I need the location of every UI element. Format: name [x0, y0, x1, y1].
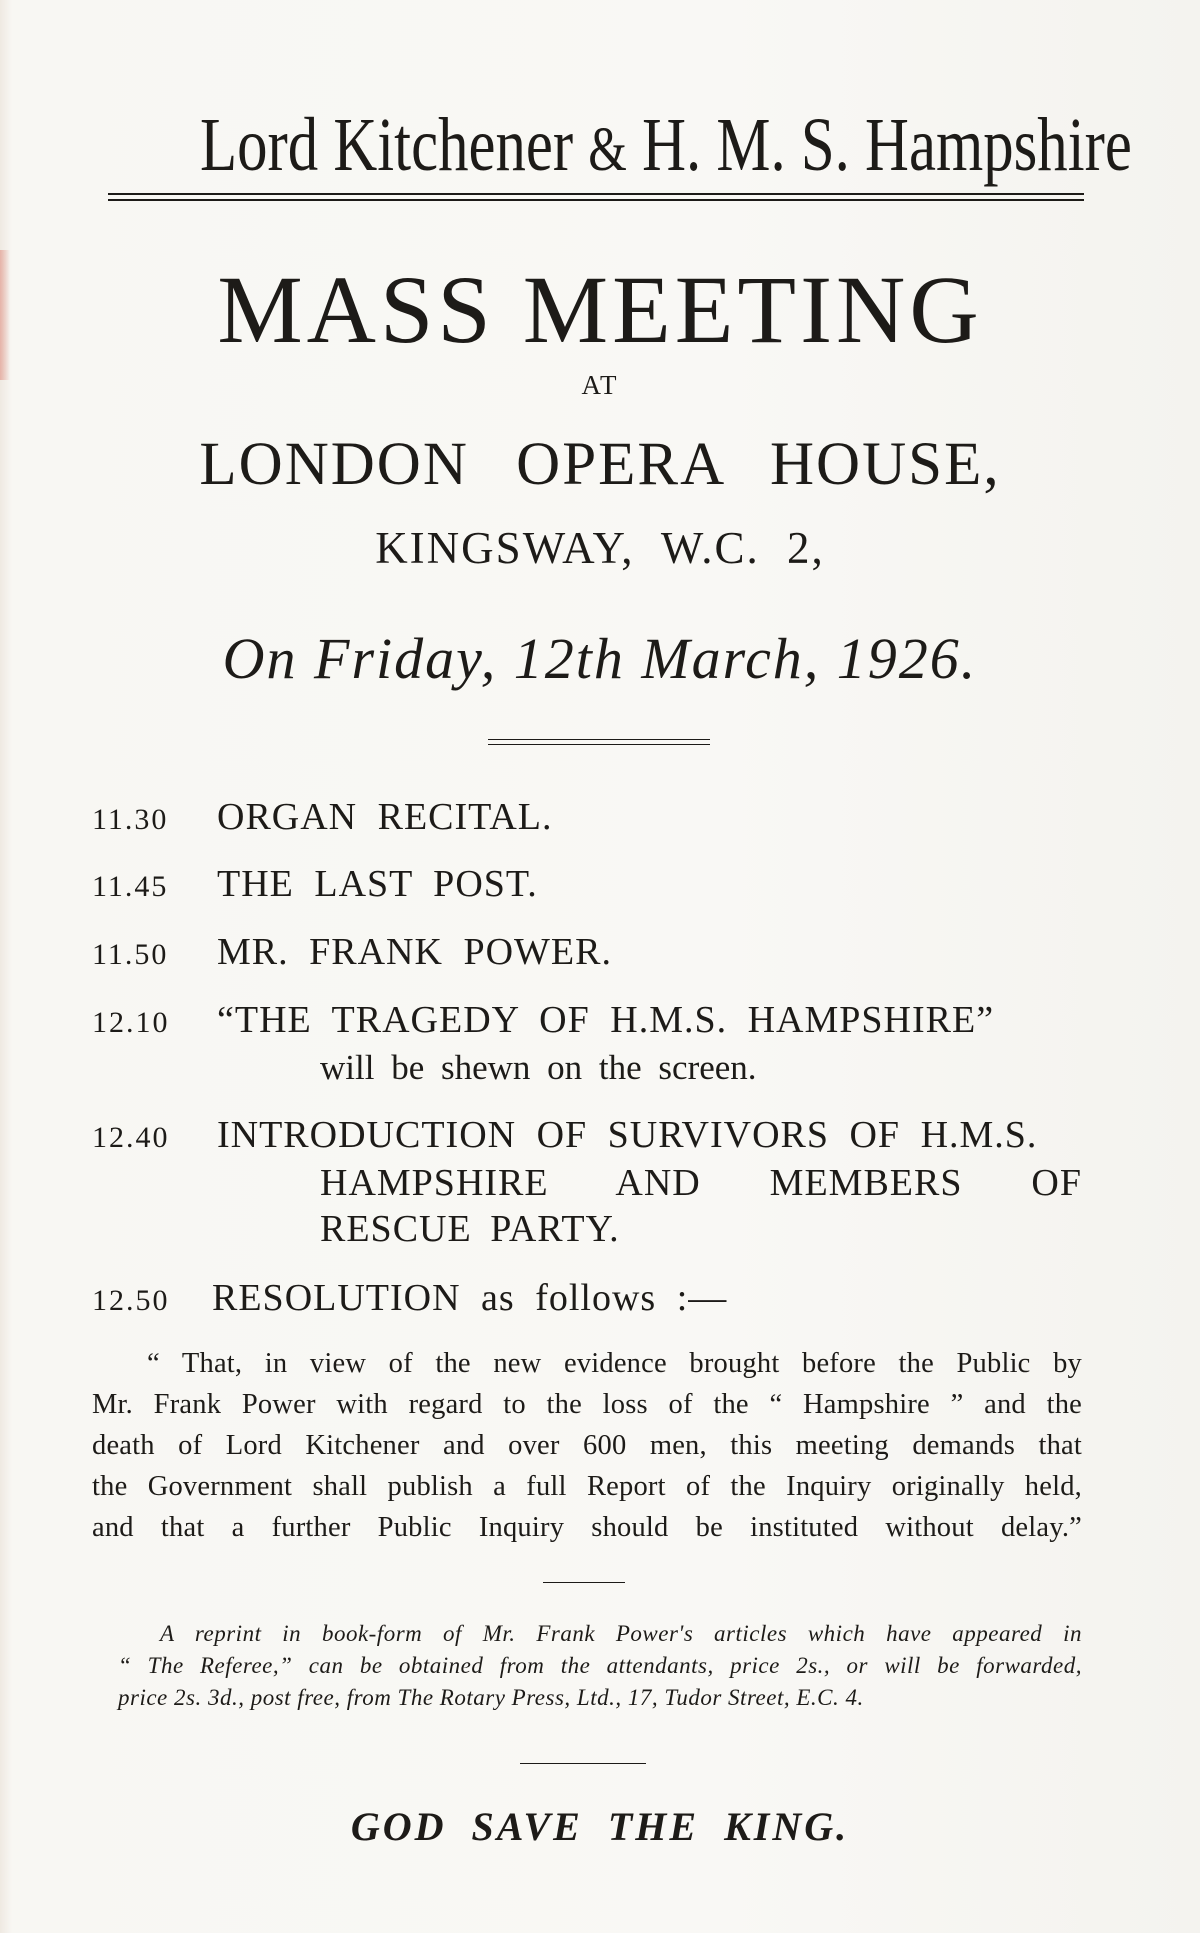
- programme-text: MR. FRANK POWER.: [217, 931, 612, 973]
- header-double-rule: [108, 193, 1084, 201]
- programme-time: 11.30: [92, 803, 169, 836]
- divider-double-short: [488, 739, 710, 745]
- closing-line: GOD SAVE THE KING.: [350, 1804, 850, 1849]
- programme-time: 12.50: [92, 1284, 170, 1317]
- programme-text: INTRODUCTION OF SURVIVORS OF H.M.S.: [217, 1114, 1038, 1156]
- divider-short: [543, 1582, 625, 1583]
- venue-street: KINGSWAY, W.C. 2,: [375, 523, 825, 573]
- header-title: [200, 100, 1132, 195]
- reprint-line: “ The Referee,” can be obtained from the attendants, price 2s., or will be forwarded,: [118, 1653, 1082, 1678]
- resolution-text: [92, 1343, 1082, 1548]
- venue-name: LONDON OPERA HOUSE,: [199, 431, 1001, 498]
- programme-text: ORGAN RECITAL.: [217, 796, 553, 838]
- programme-text: THE LAST POST.: [217, 863, 538, 905]
- programme-text: RESOLUTION as follows :—: [212, 1277, 728, 1319]
- header-part1: Lord Kitchener: [200, 103, 574, 187]
- divider-short: [520, 1763, 646, 1764]
- resolution-line: death of Lord Kitchener and over 600 men, this meeting demands that: [92, 1430, 1082, 1461]
- programme-time: 11.45: [92, 870, 169, 903]
- main-title: MASS MEETING: [217, 256, 983, 363]
- programme-continuation: will be shewn on the screen.: [320, 1048, 757, 1087]
- event-date: On Friday, 12th March, 1926.: [222, 626, 978, 691]
- resolution-line: Mr. Frank Power with regard to the loss of the “ Hampshire ” and the: [92, 1389, 1082, 1420]
- resolution-line: the Government shall publish a full Report of the Inquiry originally held,: [92, 1471, 1082, 1502]
- resolution-line: and that a further Public Inquiry should be instituted without delay.”: [92, 1512, 1082, 1543]
- programme-text: “THE TRAGEDY OF H.M.S. HAMPSHIRE”: [217, 999, 995, 1041]
- header-ampersand: &: [588, 116, 627, 184]
- resolution-line: “ That, in view of the new evidence brought before the Public by: [147, 1348, 1082, 1379]
- programme-time: 12.40: [92, 1121, 170, 1154]
- programme-time: 11.50: [92, 938, 169, 971]
- at-label: AT: [581, 370, 619, 400]
- reprint-line: price 2s. 3d., post free, from The Rotary Press, Ltd., 17, Tudor Street, E.C. 4.: [118, 1685, 864, 1710]
- header-part2: H. M. S. Hampshire: [642, 103, 1132, 187]
- programme-continuation: RESCUE PARTY.: [320, 1208, 620, 1250]
- programme-continuation: HAMPSHIRE AND MEMBERS OF: [320, 1162, 1082, 1204]
- reprint-note: [118, 1618, 1082, 1714]
- programme-time: 12.10: [92, 1006, 170, 1039]
- reprint-line: A reprint in book-form of Mr. Frank Power's articles which have appeared in: [160, 1621, 1082, 1646]
